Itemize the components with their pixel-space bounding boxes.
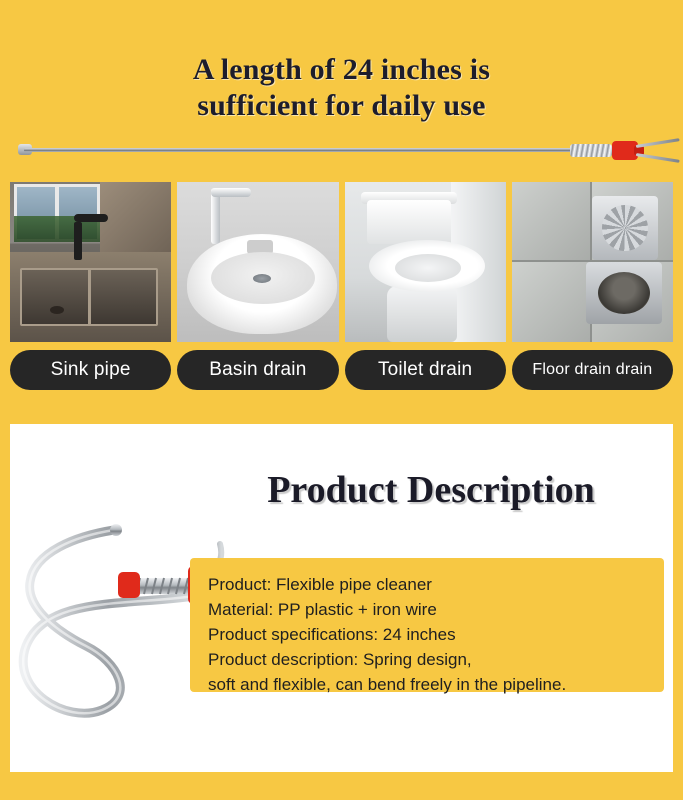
usage-photo-row xyxy=(10,182,673,342)
floor-drain-opening xyxy=(586,262,662,324)
headline xyxy=(0,52,683,124)
tool-claw-lower xyxy=(636,153,680,163)
sink-wall xyxy=(100,182,171,252)
tool-red-collar xyxy=(118,572,140,598)
toilet-base xyxy=(387,286,457,342)
sink-faucet xyxy=(74,222,82,260)
caption-row xyxy=(10,350,673,392)
basin-tap xyxy=(211,188,220,244)
toilet-photo xyxy=(345,182,506,342)
toilet-tank xyxy=(367,200,451,244)
floor-tile xyxy=(512,182,592,262)
toilet-bowl-opening xyxy=(395,254,461,282)
tool-shaft xyxy=(24,148,584,152)
product-info-box xyxy=(190,558,664,692)
caption-floor-drain: Floor drain drain xyxy=(512,350,673,390)
floor-tile xyxy=(512,260,592,342)
caption-sink-pipe: Sink pipe xyxy=(10,350,171,390)
info-line-material: Material: PP plastic + iron wire xyxy=(208,600,437,619)
tool-red-head xyxy=(612,141,638,160)
headline-line-2: sufficient for daily use xyxy=(197,89,486,122)
floor-drain-cover xyxy=(592,196,658,260)
page-title: Product Description xyxy=(267,469,595,511)
sink-photo xyxy=(10,182,171,342)
info-line-description-2: soft and flexible, can bend freely in the pipeline. xyxy=(208,675,567,694)
right-yellow-border xyxy=(673,424,683,800)
headline-line-1: A length of 24 inches is xyxy=(192,53,491,86)
info-line-specifications: Product specifications: 24 inches xyxy=(208,625,456,644)
info-line-product: Product: Flexible pipe cleaner xyxy=(208,575,432,594)
bottom-yellow-border xyxy=(0,772,683,800)
basin-photo xyxy=(177,182,338,342)
tool-spring xyxy=(570,144,612,157)
tool-spring-coils xyxy=(134,578,192,594)
info-line-description-1: Product description: Spring design, xyxy=(208,650,472,669)
tool-handle-tip xyxy=(110,524,122,536)
product-description-section xyxy=(0,424,683,800)
caption-basin-drain: Basin drain xyxy=(177,350,338,390)
left-yellow-border xyxy=(0,424,10,800)
floor-drain-photo xyxy=(512,182,673,342)
sink-drain-hole xyxy=(50,306,64,314)
flexible-grabber-tool-straight-icon xyxy=(18,132,666,168)
tool-claw-upper xyxy=(636,138,680,148)
sink-basin xyxy=(20,268,158,326)
caption-toilet-drain: Toilet drain xyxy=(345,350,506,390)
